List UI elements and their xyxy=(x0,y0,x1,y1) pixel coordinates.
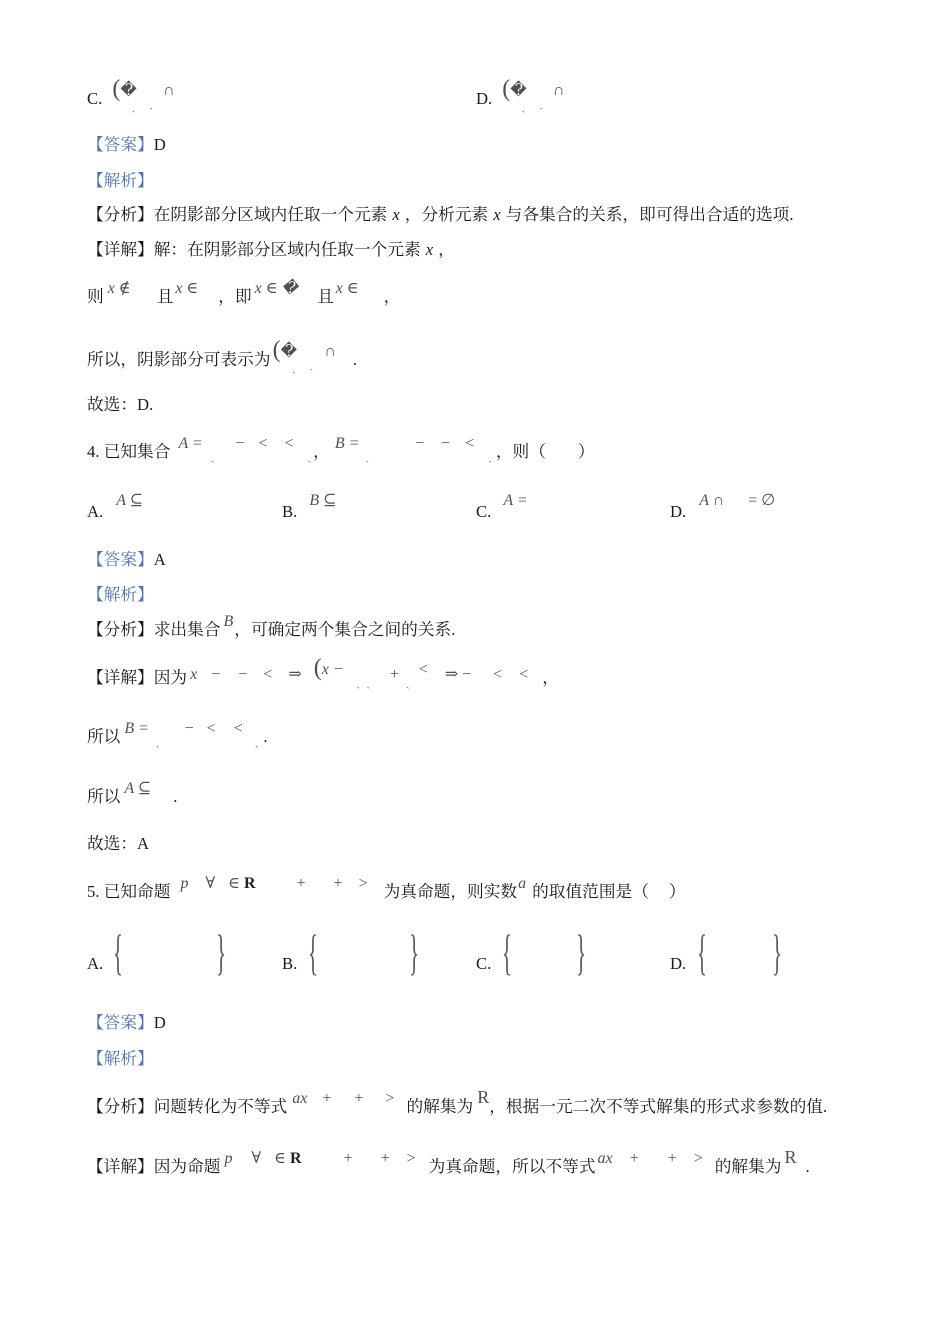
right-brace: } xyxy=(216,924,227,980)
math-fragment: B = xyxy=(124,720,149,737)
option-label: A. xyxy=(87,502,104,521)
math-fragment: > xyxy=(406,1150,416,1167)
math-paren: ( xyxy=(502,76,511,102)
q5-fenxi xyxy=(87,1087,828,1118)
math-glyph-fragment: ˏ xyxy=(307,451,312,463)
math-glyph-fragment: ˎ xyxy=(365,451,370,463)
q3-answer xyxy=(87,133,166,157)
math-fragment: − xyxy=(235,435,245,452)
math-fragment: R xyxy=(290,1150,302,1167)
math-fragment: A ∩ xyxy=(699,492,725,509)
math-glyph-fragment: ˎ xyxy=(131,101,136,113)
left-brace: { xyxy=(308,924,319,980)
text-segment: . xyxy=(352,350,358,369)
math-fragment: � xyxy=(120,82,137,99)
math-fragment: − xyxy=(184,720,194,737)
math-fragment: − xyxy=(415,435,425,452)
q3-step2 xyxy=(87,337,358,374)
q5-option-d xyxy=(670,926,850,978)
text-segment: ，分析元素 xyxy=(404,205,489,224)
math-fragment: < xyxy=(206,720,216,737)
math-fragment: − xyxy=(441,435,451,452)
math-fragment: x xyxy=(190,666,198,683)
text-segment: ， xyxy=(383,287,401,306)
q4-answer xyxy=(87,548,166,572)
text-segment: 【详解】因为命题 xyxy=(87,1157,221,1176)
math-fragment: � xyxy=(280,343,297,360)
math-fragment: B ⊆ xyxy=(309,492,337,509)
right-brace: } xyxy=(409,924,420,980)
math-fragment: ∈ xyxy=(274,1150,286,1167)
text-segment: 【详解】解：在阴影部分区域内任取一个元素 xyxy=(87,240,421,259)
q4-analysis-heading xyxy=(87,583,154,607)
math-glyph-fragment: ˏ xyxy=(149,98,154,110)
math-fragment: < xyxy=(284,435,294,452)
math-fragment: B = xyxy=(334,435,360,452)
answer-value: A xyxy=(153,550,166,569)
math-glyph-fragment: ˎ xyxy=(366,677,370,689)
text-segment: 4. 已知集合 xyxy=(87,442,171,461)
q3-fenxi xyxy=(87,203,794,227)
q4-fenxi xyxy=(87,613,456,642)
math-glyph-fragment: ˏ xyxy=(309,359,314,371)
math-fragment: A ⊆ xyxy=(124,780,152,797)
q3-step1 xyxy=(87,280,401,309)
text-segment: 故选：D. xyxy=(87,395,154,414)
option-label: D. xyxy=(670,502,687,521)
q3-xiangjie xyxy=(87,238,455,262)
q3-option-c xyxy=(87,76,175,113)
text-segment: 为真命题，则实数 xyxy=(383,882,518,901)
q5-option-b xyxy=(282,926,462,978)
answer-tag: 【答案】 xyxy=(87,550,154,569)
math-fragment: − xyxy=(211,666,221,683)
text-segment: 【分析】求出集合 xyxy=(87,620,221,639)
right-brace: } xyxy=(576,924,587,980)
math-glyph-fragment: ˏ xyxy=(406,677,410,689)
q4-option-c xyxy=(476,492,528,524)
q3-analysis-heading xyxy=(87,169,154,193)
analysis-tag: 【解析】 xyxy=(87,171,154,190)
math-fragment: + xyxy=(343,1150,353,1167)
answer-tag: 【答案】 xyxy=(87,135,154,154)
math-variable: x xyxy=(493,205,501,224)
option-label: C. xyxy=(476,502,492,521)
math-fragment: p xyxy=(224,1150,233,1167)
math-fragment: + xyxy=(354,1090,364,1107)
text-segment: ） xyxy=(668,882,686,901)
text-segment: 且 xyxy=(156,287,174,306)
text-segment: . xyxy=(173,787,178,806)
math-glyph-fragment: ˎ xyxy=(210,451,215,463)
math-fragment: < xyxy=(263,666,273,683)
math-fragment: − xyxy=(238,666,248,683)
math-fragment: ∈ xyxy=(228,875,240,892)
q4-step1 xyxy=(87,720,268,749)
math-fragment: ax xyxy=(597,1150,613,1167)
math-fragment: > xyxy=(693,1150,703,1167)
math-fragment: ∩ xyxy=(552,82,565,99)
text-segment: ， xyxy=(438,240,455,259)
text-segment: 5. 已知命题 xyxy=(87,882,171,901)
left-brace: { xyxy=(113,924,124,980)
text-segment: 【分析】问题转化为不等式 xyxy=(87,1097,288,1116)
text-segment: ，即 xyxy=(218,287,252,306)
math-fragment: < xyxy=(258,435,268,452)
q4-stem xyxy=(87,435,595,464)
math-fragment: + xyxy=(389,666,400,683)
math-glyph-fragment: ˎ xyxy=(356,677,361,689)
math-fragment: ⇒ − xyxy=(444,666,472,683)
q5-option-c xyxy=(476,926,656,978)
text-segment: 为真命题，所以不等式 xyxy=(428,1157,596,1176)
option-label: C. xyxy=(476,954,492,973)
q4-option-b xyxy=(282,492,337,524)
math-fragment: < xyxy=(233,720,243,737)
q5-answer xyxy=(87,1011,166,1035)
math-glyph-fragment: ˎ xyxy=(155,736,160,748)
text-segment: 所以 xyxy=(87,727,121,746)
q5-analysis-heading xyxy=(87,1047,154,1071)
math-fragment: + xyxy=(380,1150,390,1167)
analysis-tag: 【解析】 xyxy=(87,1049,154,1068)
left-brace: { xyxy=(697,924,708,980)
q4-conclusion xyxy=(87,832,149,856)
text-segment: ） xyxy=(577,442,595,461)
math-fragment: R xyxy=(784,1147,797,1167)
math-variable: x xyxy=(392,205,400,224)
math-fragment: + xyxy=(322,1090,332,1107)
math-fragment: x ∈ � xyxy=(254,280,299,297)
text-segment: ，根据一元二次不等式解集的形式求参数的值. xyxy=(489,1097,828,1116)
math-fragment: A = xyxy=(178,435,203,452)
text-segment: ， xyxy=(542,668,559,687)
math-paren: ( xyxy=(272,337,281,363)
option-label: D. xyxy=(670,954,687,973)
text-segment: 则 xyxy=(87,287,104,306)
q4-xiangjie xyxy=(87,655,559,689)
math-paren: ( xyxy=(313,655,322,681)
math-fragment: x ∈ xyxy=(175,280,199,297)
math-fragment: A = xyxy=(503,492,528,509)
math-fragment: + xyxy=(333,875,343,892)
option-label: B. xyxy=(282,954,298,973)
text-segment: 【分析】在阴影部分区域内任取一个元素 xyxy=(87,205,388,224)
left-brace: { xyxy=(502,924,513,980)
option-label: D. xyxy=(476,89,493,108)
math-fragment: < xyxy=(519,666,529,683)
text-segment: ，则（ xyxy=(495,442,546,461)
math-variable: x xyxy=(425,240,434,259)
math-fragment: ax xyxy=(292,1090,308,1107)
math-fragment: p xyxy=(180,875,189,892)
math-fragment: � xyxy=(510,82,527,99)
math-glyph-fragment: ˏ xyxy=(254,736,259,748)
math-fragment: = ∅ xyxy=(748,492,776,509)
right-brace: } xyxy=(772,924,783,980)
q3-conclusion xyxy=(87,393,153,417)
math-fragment: R xyxy=(243,875,256,892)
option-label: A. xyxy=(87,954,104,973)
math-fragment: > xyxy=(385,1090,395,1107)
math-fragment: < xyxy=(493,666,503,683)
q5-stem xyxy=(87,875,686,904)
option-label: C. xyxy=(87,89,103,108)
math-fragment: x − xyxy=(321,661,344,678)
text-segment: ， xyxy=(313,442,330,461)
math-fragment: a xyxy=(518,875,527,892)
option-label: B. xyxy=(282,502,298,521)
math-paren: ( xyxy=(112,76,121,102)
math-fragment: x ∉ xyxy=(107,280,131,297)
math-glyph-fragment: ˏ xyxy=(539,98,543,110)
text-segment: 所以 xyxy=(87,787,121,806)
math-glyph-fragment: ˏ xyxy=(488,451,492,463)
q4-option-a xyxy=(87,492,144,524)
q3-option-d xyxy=(476,76,565,113)
math-glyph-fragment: ˎ xyxy=(521,101,526,113)
answer-value: D xyxy=(153,135,166,154)
answer-value: D xyxy=(153,1013,166,1032)
q4-option-d xyxy=(670,492,776,524)
analysis-tag: 【解析】 xyxy=(87,585,154,604)
math-fragment: R xyxy=(477,1087,490,1107)
text-segment: 的取值范围是（ xyxy=(532,882,649,901)
math-fragment: ⇒ xyxy=(288,666,302,683)
math-fragment: + xyxy=(296,875,306,892)
text-segment: 所以，阴影部分可表示为 xyxy=(87,350,271,369)
text-segment: 且 xyxy=(317,287,334,306)
text-segment: 的解集为 xyxy=(406,1097,474,1116)
math-fragment: > xyxy=(358,875,368,892)
math-fragment: ∀ xyxy=(205,875,216,892)
math-fragment: ∩ xyxy=(163,82,175,99)
math-fragment: x ∈ xyxy=(335,280,359,297)
math-fragment: ∩ xyxy=(324,343,336,360)
text-segment: 故选：A xyxy=(87,834,150,853)
math-fragment: ∀ xyxy=(251,1150,262,1167)
math-glyph-fragment: ˎ xyxy=(291,362,296,374)
q4-step2 xyxy=(87,780,178,809)
answer-tag: 【答案】 xyxy=(87,1013,154,1032)
text-segment: 【详解】因为 xyxy=(87,668,188,687)
text-segment: 与各集合的关系，即可得出合适的选项. xyxy=(505,205,794,224)
math-fragment: < xyxy=(418,661,428,678)
math-fragment: + xyxy=(667,1150,677,1167)
text-segment: . xyxy=(805,1157,810,1176)
math-fragment: A ⊆ xyxy=(116,492,144,509)
q5-option-a xyxy=(87,926,267,978)
q5-xiangjie xyxy=(87,1147,810,1178)
text-segment: 的解集为 xyxy=(714,1157,782,1176)
text-segment: . xyxy=(263,727,268,746)
math-fragment: B xyxy=(223,613,234,630)
math-fragment: < xyxy=(465,435,475,452)
math-fragment: + xyxy=(629,1150,639,1167)
text-segment: ，可确定两个集合之间的关系. xyxy=(234,620,456,639)
